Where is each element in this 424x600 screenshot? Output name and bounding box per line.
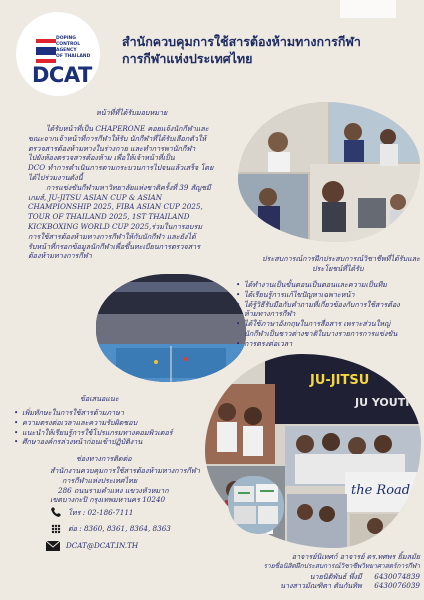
experience-list bbox=[236, 280, 418, 349]
photo-collage-top bbox=[238, 102, 420, 242]
event-photo bbox=[238, 102, 420, 242]
stadium-photo bbox=[96, 274, 246, 382]
experience-item-line: • การตรงต่อเวลา bbox=[244, 338, 293, 348]
phone-icon bbox=[50, 506, 62, 518]
duties-line: ไปยังห้องตรวจสารต้องห้าม เพื่อให้เจ้าหน้าที่เป็น bbox=[28, 153, 175, 163]
student-name: นายนิติพันธ์ พึ่งมี bbox=[309, 571, 362, 581]
duties-body bbox=[28, 124, 240, 261]
student-row bbox=[256, 572, 420, 582]
experience-item bbox=[236, 339, 418, 349]
duties-line: DCO ทำการดำเนินการตามกระบวนการไปจนแล้วเสร็จ โดย bbox=[28, 163, 214, 173]
page-subtitle: การกีฬาแห่งประเทศไทย bbox=[122, 51, 253, 66]
footer bbox=[256, 552, 420, 591]
duties-line: ได้รับหน้าที่เป็น CHAPERONE คอยแจ้งนักกีฬาและ bbox=[46, 124, 209, 133]
experience-item bbox=[236, 300, 418, 320]
address-line: 286 ถนนรามคำแหง แขวงหัวหมาก bbox=[58, 485, 169, 495]
page-title: สำนักควบคุมการใช้สารต้องห้ามทางการกีฬา bbox=[122, 34, 361, 49]
duties-line: การแข่งขันกีฬามหาวิทยาลัยแห่งชาติครั้งที่ 39 สัญชมี bbox=[46, 182, 211, 192]
logo-agency-text bbox=[56, 36, 90, 60]
experience-item-line: • ได้ใช้ภาษาอังกฤษในการสื่อสาร เพราะส่วนใหญ่ bbox=[244, 319, 391, 329]
experience-item-line: • ได้รู้วิธีรับมือกับคำถามที่เกี่ยวข้องกับการใช้สารต้อง bbox=[244, 299, 400, 309]
address-line: เขตบางกะปิ กรุงเทพมหานคร 10240 bbox=[50, 495, 166, 505]
duties-line: ขณะจากเจ้าหน้าที่การกีฬาให้รับ นักกีฬาที่ได้รับเลือกตัวให้ bbox=[28, 133, 207, 143]
experience-heading: ประสบการณ์การฝึกประสบการณ์วิชาชีพที่ได้รับและ bbox=[262, 254, 421, 263]
student-name: นางสาวมัณฑิตา ตันกันทิพ bbox=[280, 581, 362, 591]
experience-item bbox=[236, 280, 418, 290]
suggestion-item: • ศึกษาองค์กรล่วงหน้าก่อนเข้าปฏิบัติงาน bbox=[14, 437, 214, 447]
contact-email[interactable]: DCAT@DCAT.IN.TH bbox=[66, 541, 139, 550]
boxes-photo bbox=[228, 476, 284, 534]
student-id: 6430076039 bbox=[374, 581, 420, 591]
duties-line: CHAMPIONSHIP 2025, FIBA ASIAN CUP 2025, bbox=[28, 202, 203, 212]
contact-phone[interactable]: โทร : 02-186-7111 bbox=[68, 508, 134, 517]
address-line: การกีฬาแห่งประเทศไทย bbox=[62, 475, 138, 485]
student-row bbox=[256, 581, 420, 591]
duties-line: ตรวจสารต้องห้ามทางในร่างกาย และทำการพานักกีฬา bbox=[28, 143, 196, 153]
arena-photo bbox=[96, 274, 246, 382]
duties-line: ต้องห้ามทางการกีฬา bbox=[28, 251, 92, 261]
extension-icon bbox=[50, 523, 62, 535]
suggestion-item: • ความตรงต่อเวลาและความรับผิดชอบ bbox=[14, 418, 214, 428]
thai-flag-icon bbox=[36, 39, 56, 63]
duties-line: รับหน้าที่กรอกข้อมูลนักกีฬาเพื่อขึ้นทะเบียนการตรวจสาร bbox=[28, 241, 201, 251]
duties-heading: หน้าที่ที่ได้รับมอบหมาย bbox=[96, 108, 168, 117]
suggestions-list bbox=[14, 408, 214, 447]
logo-line: DOPING bbox=[56, 36, 76, 41]
experience-item-line: ห้ามทางการกีฬา bbox=[244, 309, 296, 319]
contact-extensions: ต่อ : 8360, 8361, 8364, 8363 bbox=[68, 524, 171, 533]
duties-line: TOUR OF THAILAND 2025, 1ST THAILAND bbox=[28, 212, 190, 222]
experience-heading-2: ประโยชน์ที่ได้รับ bbox=[312, 264, 364, 273]
course-title: รายชื่อนิสิตฝึกประสบการณ์วิชาชีพวิทยาศาสตร์การกีฬา bbox=[263, 561, 420, 570]
supplies-photo bbox=[228, 476, 284, 534]
logo-line: CONTROL bbox=[56, 42, 81, 47]
experience-item-line: • ได้ทำงานเป็นขั้นตอนเป็นตอนและความเป็นทีม bbox=[244, 280, 387, 289]
experience-item-line: นักกีฬาเป็นชาวต่างชาติในบางรายการการแข่งขัน bbox=[244, 328, 398, 338]
advisor-name: อาจารย์นิเทศก์ อาจารย์ ดร.ทศพร ยิ้มลมัย bbox=[291, 552, 420, 561]
duties-line: เกมส์, JU-JITSU ASIAN CUP & ASIAN bbox=[28, 192, 163, 202]
experience-item bbox=[236, 290, 418, 300]
logo-line: OF THAILAND bbox=[56, 54, 91, 59]
logo-line: AGENCY bbox=[56, 48, 77, 53]
banner-text: JU-JITSU bbox=[310, 373, 370, 388]
youth-text: JU YOUTH bbox=[355, 396, 415, 409]
suggestion-item: • เพิ่มทักษะในการใช้สารต้ามภาษา bbox=[14, 408, 214, 418]
suggestions-heading: ข้อเสนอแนะ bbox=[80, 394, 119, 403]
header-decoration bbox=[340, 0, 396, 18]
experience-item-line: • ได้เรียนรู้การแก้ไขปัญหาเฉพาะหน้า bbox=[244, 289, 355, 299]
suggestion-item: • แนะนำให้เรียนรู้การใช้โปรแกรมทางคอมพิวเตอร์ bbox=[14, 428, 214, 438]
experience-item bbox=[236, 319, 418, 339]
road-text: the Road bbox=[351, 483, 411, 498]
contact-heading: ช่องทางการติดต่อ bbox=[76, 454, 132, 463]
contact-address bbox=[50, 466, 220, 505]
duties-line: ได้ไปร่วมงานดังนี้ bbox=[28, 172, 83, 182]
duties-line: การใช้สารต้องห้ามทางการกีฬาให้กับนักกีฬา และยังได้ bbox=[28, 231, 196, 241]
address-line: สำนักงานควบคุมการใช้สารต้องห้ามทางการกีฬา bbox=[50, 466, 200, 475]
dcat-logo bbox=[16, 12, 100, 96]
duties-line: KICKBOXING WORLD CUP 2025,ร่วมในการอบรม bbox=[28, 221, 203, 231]
student-id: 6430074839 bbox=[374, 571, 420, 581]
logo-wordmark: DCAT bbox=[32, 63, 92, 87]
email-icon bbox=[46, 541, 60, 551]
